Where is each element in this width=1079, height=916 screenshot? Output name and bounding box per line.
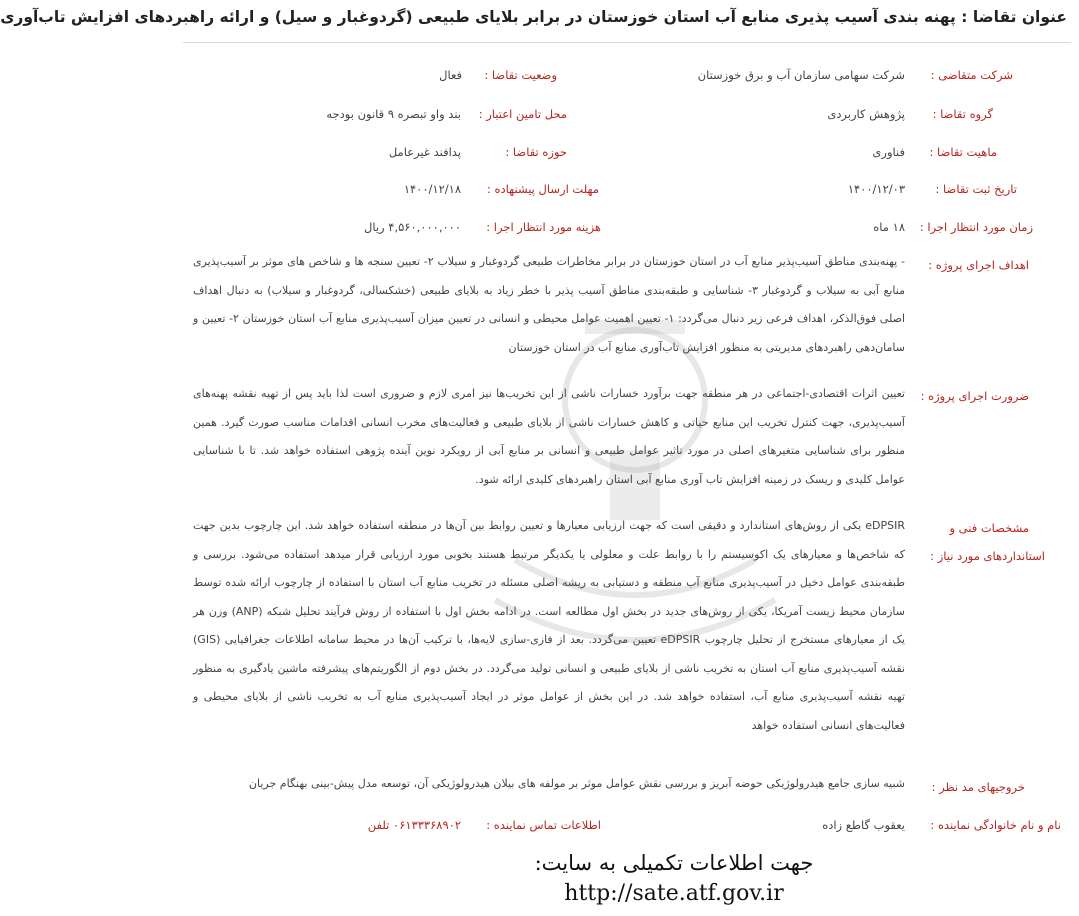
contact-label: اطلاعات تماس نماینده : xyxy=(486,818,601,832)
outputs-text: شبیه سازی جامع هیدرولوژیکی حوضه آبریز و بررسی نقش عوامل موثر بر مولفه های بیلان هیدرولوژیکی آن، توسعه مدل پیش-بینی بهنگام جریان xyxy=(248,777,905,790)
page-title: عنوان تقاضا : پهنه بندی آسیب پذیری منابع آب استان خوزستان در برابر بلایای طبیعی (گردوغبار و سیل) و ارائه راهبردهای افزایش تاب‌آوری xyxy=(0,8,1067,26)
reg-date-value: ۱۴۰۰/۱۲/۰۳ xyxy=(847,182,905,196)
specs-label-1: مشخصات فنی و xyxy=(949,521,1029,535)
nature-value: فناوری xyxy=(872,145,905,159)
contact-value: ۰۶۱۳۳۳۶۸۹۰۲ تلفن xyxy=(367,818,461,832)
necessity-label: ضرورت اجرای پروژه : xyxy=(920,389,1029,403)
domain-value: پدافند غیرعامل xyxy=(388,145,461,159)
title-divider xyxy=(183,42,1071,43)
representative-label: نام و نام خانوادگی نماینده : xyxy=(930,818,1061,832)
company-label: شرکت متقاضی : xyxy=(930,68,1013,82)
funding-label: محل تامین اعتبار : xyxy=(478,107,567,121)
necessity-text: تعیین اثرات اقتصادی-اجتماعی در هر منطقه جهت برآورد خسارات ناشی از این تخریب‌ها نیز امری لازم و ضروری است لذا باید پس از تهیه نقشه پهنه‌های آسیب‌پذیری، جهت کنترل تخریب این منابع حیاتی و کاهش خسارات ناشی از بلایای طبیعی و فعالیت‌های مخرب انسانی اقدامات مناسب صورت گیرد. همین منظور برای شناسایی متغیرهای اصلی در مورد تاثیر عوامل طبیعی و انسانی بر منابع آبی از رویکرد نوین آینده پژوهی استفاده خواهد شد. تا با شناسایی عوامل کلیدی و ریسک در زمینه افزایش تاب آوری منابع آبی استان راهبردهای کلیدی ارائه شود. xyxy=(193,387,905,486)
goals-label: اهداف اجرای پروژه : xyxy=(928,258,1029,272)
nature-label: ماهیت تقاضا : xyxy=(929,145,997,159)
duration-label: زمان مورد انتظار اجرا : xyxy=(919,220,1033,234)
reg-date-label: تاریخ ثبت تقاضا : xyxy=(935,182,1017,196)
footer-line-1: جهت اطلاعات تکمیلی به سایت: xyxy=(534,851,814,875)
outputs-label: خروجیهای مد نظر : xyxy=(931,780,1025,794)
duration-value: ۱۸ ماه xyxy=(873,220,905,234)
deadline-value: ۱۴۰۰/۱۲/۱۸ xyxy=(403,182,461,196)
footer-note xyxy=(524,848,824,910)
funding-value: بند واو تبصره ۹ قانون بودجه xyxy=(326,107,461,121)
status-value: فعال xyxy=(439,68,462,82)
footer-url[interactable]: http://sate.atf.gov.ir xyxy=(564,881,784,906)
goals-text: - پهنه‌بندی مناطق آسیب‌پذیر منابع آب در استان خوزستان در برابر مخاطرات طبیعی گردوغبار و سیلاب ۲- تعیین سنجه ها و شاخص های موثر بر آسیب‌پذیری منابع آبی به سیلاب و گردوغبار ۳- شناسایی و طبقه‌بندی مناطق آسیب پذیر با خطر زیاد به بلایای طبیعی (خشکسالی، گردوغبار و سیلاب) به دنبال اهداف اصلی فوق‌الذکر، اهداف فرعی زیر دنبال می‌گردد: ۱- تعیین اهمیت عوامل محیطی و انسانی در تعیین میزان آسیب‌پذیری منابع آب استان خوزستان ۲- تعیین و سامان‌دهی راهبردهای مدیریتی به منظور افزایش تاب‌آوری منابع آب در استان خوزستان xyxy=(193,255,906,354)
group-label: گروه تقاضا : xyxy=(932,107,993,121)
cost-label: هزینه مورد انتظار اجرا : xyxy=(486,220,601,234)
group-value: پژوهش کاربردی xyxy=(827,107,905,121)
specs-label-2: استانداردهای مورد نیاز : xyxy=(930,549,1045,563)
status-label: وضعیت تقاضا : xyxy=(484,68,557,82)
representative-value: یعقوب گاطع زاده xyxy=(822,818,905,832)
company-value: شرکت سهامی سازمان آب و برق خوزستان xyxy=(697,68,905,82)
domain-label: حوزه تقاضا : xyxy=(505,145,567,159)
deadline-label: مهلت ارسال پیشنهاده : xyxy=(487,182,599,196)
specs-text: eDPSIR یکی از روش‌های استاندارد و دقیقی است که جهت ارزیابی معیارها و تعیین روابط بین آن‌ها در منطقه استفاده خواهد شد. این چارچوب بدین جهت که شاخص‌ها و معیارهای یک اکوسیستم را با روابط علت و معلولی یا یکدیگر مرتبط هستند بخوبی مورد ارزیابی قرار میدهد استفاده می‌شود. بررسی و طبقه‌بندی عوامل دخیل در آسیب‌پذیری منابع آب منطقه و دستیابی به ریشه اصلی مسئله در تخریب منابع آب استان با استفاده از چارچوب ارائه شده توسط سازمان محیط زیست آمریکا، یکی از روش‌های جدید در بخش اول مطالعه است. در ادامه بخش اول با استفاده از روش فرآیند تحلیل شبکه (ANP) وزن هر یک از معیارهای مستخرج از تحلیل چارچوب eDPSIR تعیین می‌گردد. بعد از فازی-سازی لایه‌ها، با ترکیب آن‌ها در محیط سامانه اطلاعات جغرافیایی (GIS) نقشه آسیب‌پذیری منابع آب استان به تخریب ناشی از بلایای طبیعی و انسانی تولید می‌گردد. در بخش دوم از الگوریتم‌های پیشرفته ماشین یادگیری به منظور تهیه نقشه آسیب‌پذیری منابع آب، استفاده خواهد شد. در این بخش از عوامل موثر در ایجاد آسیب‌پذیری منابع آب به تخریب ناشی از بلایای محیطی و فعالیت‌های انسانی استفاده خواهد xyxy=(193,519,905,732)
cost-value: ۴,۵۶۰,۰۰۰,۰۰۰ ریال xyxy=(363,220,461,234)
